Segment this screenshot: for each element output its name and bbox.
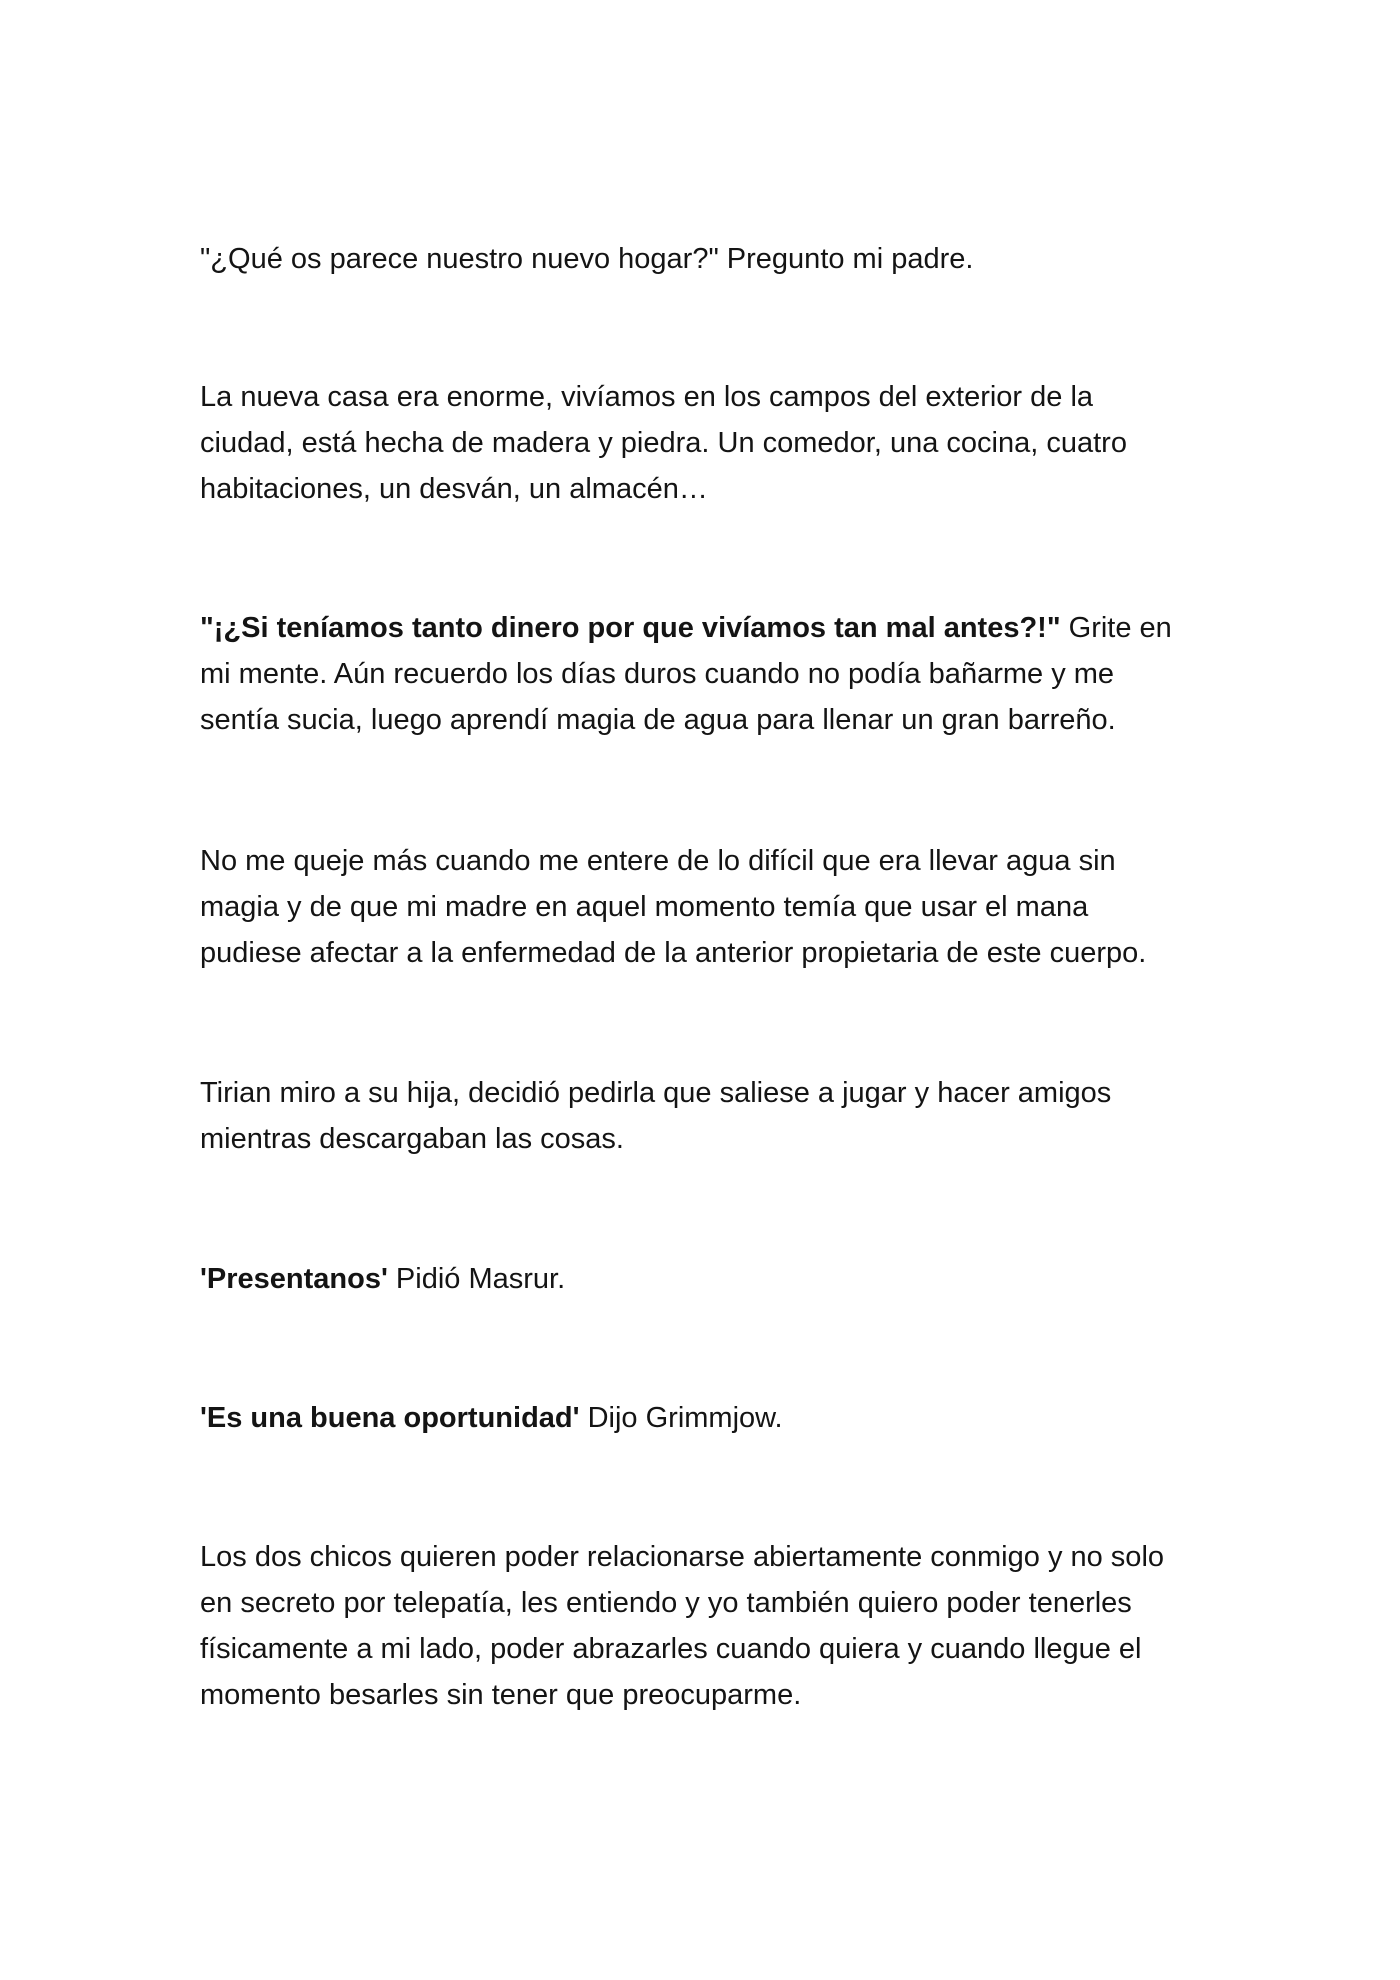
text-line xyxy=(200,1580,1220,1626)
text-line xyxy=(200,838,1220,884)
text-line xyxy=(200,1116,1220,1162)
text-line xyxy=(200,1672,1220,1718)
text-line xyxy=(200,697,1220,743)
text-line xyxy=(200,930,1220,976)
bold-text-run: 'Presentanos' xyxy=(200,1263,388,1295)
paragraph xyxy=(200,1256,1220,1302)
text-run: mi mente. Aún recuerdo los días duros cuando no podía bañarme y me xyxy=(200,658,1115,690)
text-run: habitaciones, un desván, un almacén… xyxy=(200,473,708,505)
text-line xyxy=(200,651,1220,697)
text-line xyxy=(200,236,1220,282)
text-run: Dijo Grimmjow. xyxy=(579,1402,783,1434)
text-line xyxy=(200,605,1220,651)
text-line xyxy=(200,1070,1220,1116)
text-line xyxy=(200,466,1220,512)
text-run: pudiese afectar a la enfermedad de la anterior propietaria de este cuerpo. xyxy=(200,937,1147,969)
text-run: La nueva casa era enorme, vivíamos en los campos del exterior de la xyxy=(200,381,1094,413)
text-line xyxy=(200,884,1220,930)
text-run: Los dos chicos quieren poder relacionarse abiertamente conmigo y no solo xyxy=(200,1541,1165,1573)
paragraph xyxy=(200,1070,1220,1162)
text-line xyxy=(200,1256,1220,1302)
text-run: físicamente a mi lado, poder abrazarles cuando quiera y cuando llegue el xyxy=(200,1633,1142,1665)
text-run: Grite en xyxy=(1060,612,1172,644)
text-run: en secreto por telepatía, les entiendo y yo también quiero poder tenerles xyxy=(200,1587,1132,1619)
paragraph xyxy=(200,838,1220,976)
text-run: magia y de que mi madre en aquel momento temía que usar el mana xyxy=(200,891,1089,923)
bold-text-run: "¡¿Si teníamos tanto dinero por que vivíamos tan mal antes?!" xyxy=(200,612,1061,644)
paragraph xyxy=(200,1534,1220,1718)
text-line xyxy=(200,1395,1220,1441)
paragraph xyxy=(200,1395,1220,1441)
text-run: Tirian miro a su hija, decidió pedirla que saliese a jugar y hacer amigos xyxy=(200,1077,1112,1109)
paragraph xyxy=(200,605,1220,743)
paragraph xyxy=(200,236,1220,282)
text-line xyxy=(200,420,1220,466)
text-line xyxy=(200,1626,1220,1672)
text-run: No me queje más cuando me entere de lo difícil que era llevar agua sin xyxy=(200,845,1116,877)
text-run: Pidió Masrur. xyxy=(387,1263,566,1295)
paragraph xyxy=(200,374,1220,512)
text-line xyxy=(200,374,1220,420)
text-run: mientras descargaban las cosas. xyxy=(200,1123,624,1155)
text-run: ciudad, está hecha de madera y piedra. Un comedor, una cocina, cuatro xyxy=(200,427,1127,459)
bold-text-run: 'Es una buena oportunidad' xyxy=(200,1402,580,1434)
text-line xyxy=(200,1534,1220,1580)
text-run: "¿Qué os parece nuestro nuevo hogar?" Pregunto mi padre. xyxy=(200,243,974,275)
text-run: momento besarles sin tener que preocuparme. xyxy=(200,1679,802,1711)
text-run: sentía sucia, luego aprendí magia de agua para llenar un gran barreño. xyxy=(200,704,1116,736)
